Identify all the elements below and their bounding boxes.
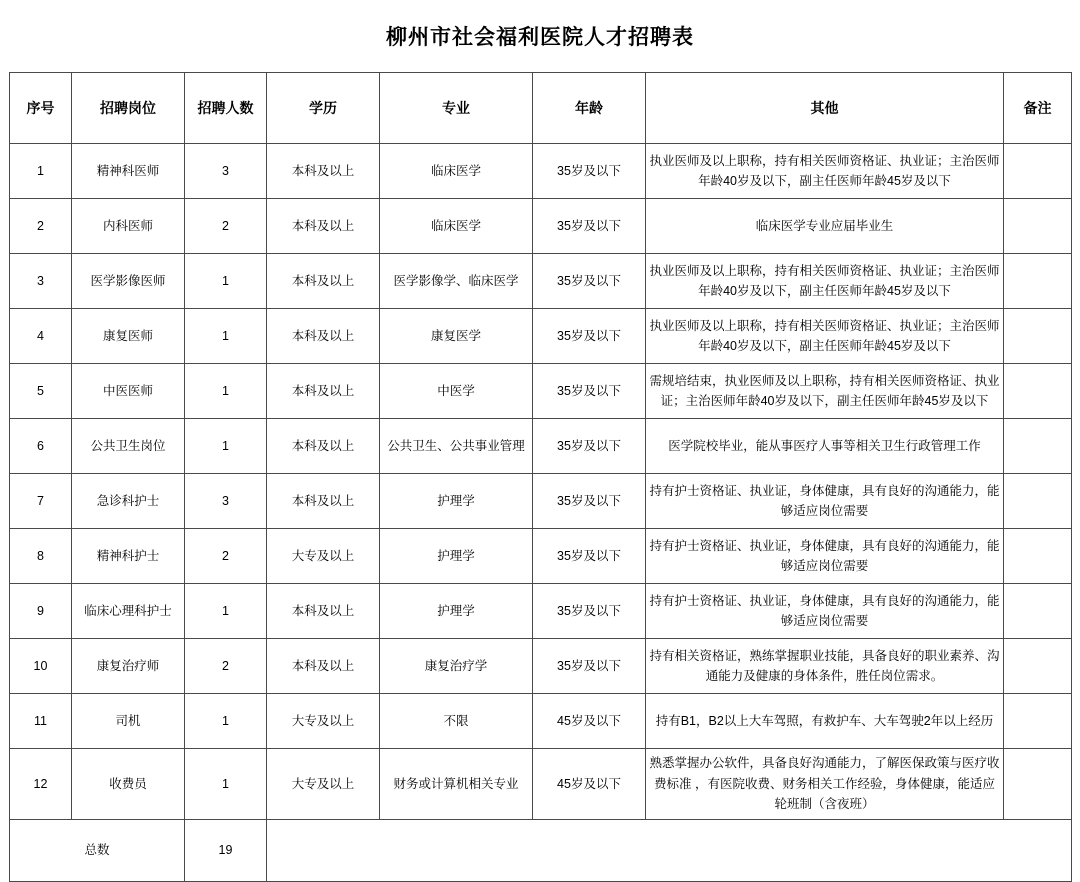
cell-no: 5	[10, 364, 72, 419]
cell-major: 护理学	[380, 584, 533, 639]
total-count: 19	[185, 820, 267, 882]
cell-no: 10	[10, 639, 72, 694]
cell-count: 1	[185, 364, 267, 419]
cell-post: 康复医师	[72, 309, 185, 364]
cell-count: 3	[185, 474, 267, 529]
table-row	[10, 474, 1072, 529]
cell-post: 精神科医师	[72, 144, 185, 199]
cell-post: 中医医师	[72, 364, 185, 419]
cell-major: 财务或计算机相关专业	[380, 749, 533, 820]
total-blank	[267, 820, 1072, 882]
cell-education: 本科及以上	[267, 254, 380, 309]
table-header-row	[10, 73, 1072, 144]
table-row	[10, 309, 1072, 364]
table-header	[10, 73, 1072, 144]
cell-age: 35岁及以下	[533, 364, 646, 419]
cell-age: 35岁及以下	[533, 144, 646, 199]
table-row	[10, 199, 1072, 254]
cell-education: 大专及以上	[267, 749, 380, 820]
cell-remark	[1004, 639, 1072, 694]
cell-remark	[1004, 749, 1072, 820]
cell-no: 6	[10, 419, 72, 474]
header-count: 招聘人数	[185, 73, 267, 144]
cell-count: 1	[185, 419, 267, 474]
cell-remark	[1004, 199, 1072, 254]
cell-remark	[1004, 694, 1072, 749]
table-body	[10, 144, 1072, 882]
header-remark: 备注	[1004, 73, 1072, 144]
cell-other: 需规培结束，执业医师及以上职称，持有相关医师资格证、执业证；主治医师年龄40岁及以下，副主任医师年龄45岁及以下	[646, 364, 1004, 419]
cell-remark	[1004, 254, 1072, 309]
cell-count: 1	[185, 584, 267, 639]
cell-remark	[1004, 364, 1072, 419]
header-major: 专业	[380, 73, 533, 144]
cell-education: 本科及以上	[267, 144, 380, 199]
cell-count: 2	[185, 199, 267, 254]
cell-no: 9	[10, 584, 72, 639]
table-row	[10, 639, 1072, 694]
cell-major: 护理学	[380, 474, 533, 529]
cell-education: 本科及以上	[267, 199, 380, 254]
cell-post: 医学影像医师	[72, 254, 185, 309]
cell-other: 持有护士资格证、执业证，身体健康，具有良好的沟通能力，能够适应岗位需要	[646, 529, 1004, 584]
cell-no: 8	[10, 529, 72, 584]
cell-other: 执业医师及以上职称，持有相关医师资格证、执业证；主治医师年龄40岁及以下，副主任医师年龄45岁及以下	[646, 254, 1004, 309]
cell-age: 35岁及以下	[533, 254, 646, 309]
cell-count: 1	[185, 749, 267, 820]
cell-major: 医学影像学、临床医学	[380, 254, 533, 309]
table-row	[10, 694, 1072, 749]
cell-count: 1	[185, 694, 267, 749]
cell-other: 执业医师及以上职称，持有相关医师资格证、执业证；主治医师年龄40岁及以下，副主任医师年龄45岁及以下	[646, 309, 1004, 364]
cell-remark	[1004, 419, 1072, 474]
cell-major: 临床医学	[380, 144, 533, 199]
cell-education: 本科及以上	[267, 364, 380, 419]
cell-count: 2	[185, 529, 267, 584]
table-row	[10, 144, 1072, 199]
cell-count: 1	[185, 309, 267, 364]
cell-other: 执业医师及以上职称，持有相关医师资格证、执业证；主治医师年龄40岁及以下，副主任医师年龄45岁及以下	[646, 144, 1004, 199]
table-row	[10, 749, 1072, 820]
cell-major: 康复治疗学	[380, 639, 533, 694]
cell-education: 本科及以上	[267, 474, 380, 529]
cell-education: 本科及以上	[267, 309, 380, 364]
header-post: 招聘岗位	[72, 73, 185, 144]
table-row	[10, 584, 1072, 639]
cell-age: 35岁及以下	[533, 474, 646, 529]
header-age: 年龄	[533, 73, 646, 144]
header-no: 序号	[10, 73, 72, 144]
cell-other: 持有护士资格证、执业证，身体健康，具有良好的沟通能力，能够适应岗位需要	[646, 584, 1004, 639]
cell-other: 熟悉掌握办公软件，具备良好沟通能力，了解医保政策与医疗收费标准 ，有医院收费、财务相关工作经验，身体健康，能适应轮班制（含夜班）	[646, 749, 1004, 820]
cell-other: 医学院校毕业，能从事医疗人事等相关卫生行政管理工作	[646, 419, 1004, 474]
cell-no: 2	[10, 199, 72, 254]
cell-remark	[1004, 584, 1072, 639]
cell-age: 35岁及以下	[533, 309, 646, 364]
cell-education: 大专及以上	[267, 694, 380, 749]
table-row	[10, 419, 1072, 474]
cell-no: 1	[10, 144, 72, 199]
cell-no: 4	[10, 309, 72, 364]
total-label: 总数	[10, 820, 185, 882]
table-total-row	[10, 820, 1072, 882]
cell-no: 12	[10, 749, 72, 820]
cell-other: 持有护士资格证、执业证，身体健康，具有良好的沟通能力，能够适应岗位需要	[646, 474, 1004, 529]
cell-no: 3	[10, 254, 72, 309]
page-title: 柳州市社会福利医院人才招聘表	[386, 26, 694, 49]
cell-other: 临床医学专业应届毕业生	[646, 199, 1004, 254]
cell-post: 临床心理科护士	[72, 584, 185, 639]
cell-remark	[1004, 309, 1072, 364]
table-row	[10, 529, 1072, 584]
cell-post: 急诊科护士	[72, 474, 185, 529]
cell-education: 本科及以上	[267, 584, 380, 639]
cell-post: 收费员	[72, 749, 185, 820]
cell-age: 35岁及以下	[533, 419, 646, 474]
cell-major: 公共卫生、公共事业管理	[380, 419, 533, 474]
cell-post: 司机	[72, 694, 185, 749]
recruitment-table	[9, 72, 1072, 882]
cell-education: 本科及以上	[267, 419, 380, 474]
cell-major: 护理学	[380, 529, 533, 584]
cell-count: 2	[185, 639, 267, 694]
cell-post: 康复治疗师	[72, 639, 185, 694]
cell-other: 持有B1，B2以上大车驾照，有救护车、大车驾驶2年以上经历	[646, 694, 1004, 749]
cell-education: 本科及以上	[267, 639, 380, 694]
cell-post: 内科医师	[72, 199, 185, 254]
cell-other: 持有相关资格证，熟练掌握职业技能，具备良好的职业素养、沟通能力及健康的身体条件，胜任岗位需求。	[646, 639, 1004, 694]
cell-no: 7	[10, 474, 72, 529]
table-row	[10, 254, 1072, 309]
header-other: 其他	[646, 73, 1004, 144]
cell-remark	[1004, 529, 1072, 584]
cell-major: 康复医学	[380, 309, 533, 364]
cell-count: 3	[185, 144, 267, 199]
cell-age: 45岁及以下	[533, 694, 646, 749]
cell-major: 中医学	[380, 364, 533, 419]
cell-age: 45岁及以下	[533, 749, 646, 820]
cell-education: 大专及以上	[267, 529, 380, 584]
cell-remark	[1004, 474, 1072, 529]
cell-major: 临床医学	[380, 199, 533, 254]
cell-post: 精神科护士	[72, 529, 185, 584]
header-education: 学历	[267, 73, 380, 144]
cell-count: 1	[185, 254, 267, 309]
cell-age: 35岁及以下	[533, 529, 646, 584]
cell-age: 35岁及以下	[533, 639, 646, 694]
cell-post: 公共卫生岗位	[72, 419, 185, 474]
cell-age: 35岁及以下	[533, 199, 646, 254]
table-row	[10, 364, 1072, 419]
cell-major: 不限	[380, 694, 533, 749]
cell-age: 35岁及以下	[533, 584, 646, 639]
cell-no: 11	[10, 694, 72, 749]
cell-remark	[1004, 144, 1072, 199]
